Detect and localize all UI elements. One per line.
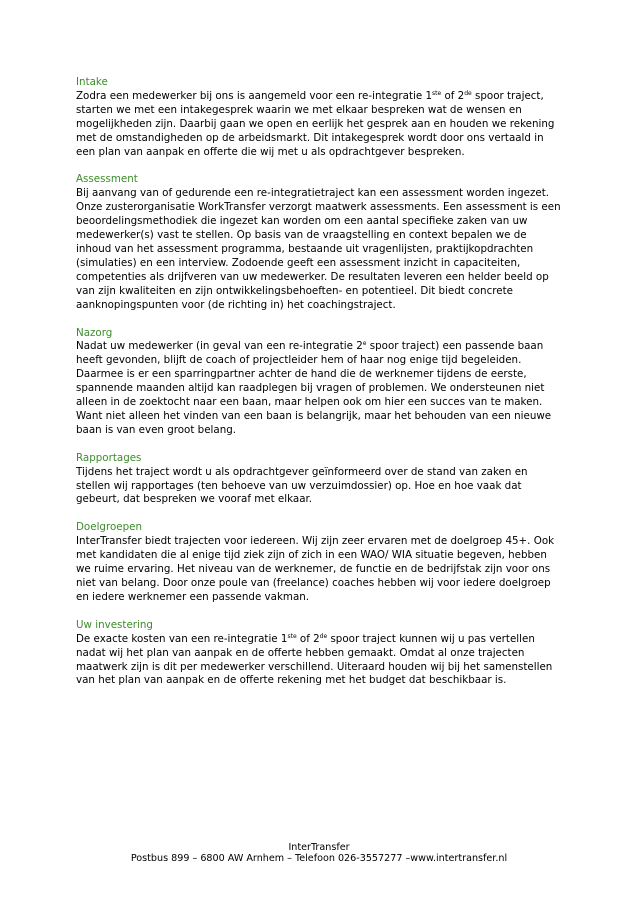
section-paragraph bbox=[76, 466, 562, 508]
section-paragraph bbox=[76, 90, 562, 160]
text-run: De exacte kosten van een re-integratie 1 bbox=[76, 632, 288, 645]
text-run: spoor traject, starten we met een intakegesprek waarin we met elkaar bespreken wat de wensen en mogelijkheden zijn. Daarbij gaan we open en eerlijk het gesprek aan en houden we rekening met de omstandigheden op de arbeidsmarkt. Dit intakegesprek wordt door ons vertaald in een plan van aanpak en offerte die wij met u als opdrachtgever bespreken. bbox=[76, 89, 555, 158]
section-intake bbox=[76, 76, 562, 159]
text-run: spoor traject kunnen wij u pas vertellen nadat wij het plan van aanpak en de offerte hebben gemaakt. Omdat al onze trajecten maatwerk zijn is dit per medewerker verschillend. Uiteraard houden wij bij het samenstellen van het plan van aanpak en de offerte rekening met het budget dat beschikbaar is. bbox=[76, 632, 553, 687]
section-paragraph bbox=[76, 340, 562, 437]
section-uw-investering bbox=[76, 619, 562, 689]
section-heading: Nazorg bbox=[76, 326, 113, 339]
section-heading: Doelgroepen bbox=[76, 521, 142, 534]
section-heading: Uw investering bbox=[76, 618, 153, 631]
section-assessment bbox=[76, 173, 562, 312]
footer-address: Postbus 899 – 6800 AW Arnhem – Telefoon 026-3557277 –www.intertransfer.nl bbox=[130, 853, 508, 864]
section-paragraph bbox=[76, 535, 562, 605]
superscript: de bbox=[464, 89, 472, 97]
text-run: of 2 bbox=[441, 89, 465, 102]
section-nazorg bbox=[76, 327, 562, 438]
document-body bbox=[76, 76, 562, 702]
text-run: Tijdens het traject wordt u als opdrachtgever geïnformeerd over de stand van zaken en stellen wij rapportages (ten behoeve van uw verzuimdossier) op. Hoe en hoe vaak dat gebeurt, dat bespreken we vooraf met elkaar. bbox=[76, 465, 528, 506]
section-heading: Assessment bbox=[76, 173, 138, 186]
section-heading: Rapportages bbox=[76, 451, 142, 464]
text-run: Zodra een medewerker bij ons is aangemeld voor een re-integratie 1 bbox=[76, 89, 433, 102]
section-doelgroepen bbox=[76, 521, 562, 604]
section-paragraph bbox=[76, 633, 562, 689]
superscript: ste bbox=[432, 89, 442, 97]
section-heading: Intake bbox=[76, 76, 108, 88]
text-run: of 2 bbox=[296, 632, 320, 645]
superscript: e bbox=[362, 340, 367, 348]
section-rapportages bbox=[76, 452, 562, 508]
text-run: Bij aanvang van of gedurende een re-integratietraject kan een assessment worden ingezet. Onze zusterorganisatie WorkTransfer verzorgt maatwerk assessments. Een assessment is een beoordelingsmethodiek die ingezet kan worden om een aantal specifieke zaken van uw medewerker(s) vast te stellen. Op basis van de vraagstelling en context bepalen we de inhoud van het assessment programma, bestaande uit vragenlijsten, praktijkopdrachten (simulaties) en een interview. Zodoende geeft een assessment inzicht in capaciteiten, competenties als drijfveren van uw medewerker. De resultaten leveren een helder beeld op van zijn kwaliteiten en zijn ontwikkelingsbehoeften- en potentieel. Dit biedt concrete aanknopingspunten voor (de richting in) het coachingstraject. bbox=[76, 187, 561, 311]
section-paragraph bbox=[76, 187, 562, 312]
text-run: Nadat uw medewerker (in geval van een re-integratie 2 bbox=[76, 340, 363, 353]
text-run: InterTransfer biedt trajecten voor iedereen. Wij zijn zeer ervaren met de doelgroep 45+. Ook met kandidaten die al enige tijd ziek zijn of zich in een WAO/ WIA situatie begeven, hebben we ruime ervaring. Het niveau van de werknemer, de functie en de bedrijfstak zijn voor ons niet van belang. Door onze poule van (freelance) coaches hebben wij voor iedere doelgroep en iedere werknemer een passende vakman. bbox=[76, 535, 555, 603]
superscript: de bbox=[319, 632, 328, 640]
text-run: spoor traject) een passende baan heeft gevonden, blijft de coach of projectleider hem of haar nog enige tijd begeleiden. Daarmee is er een sparringpartner achter de hand die de werknemer tijdens de eerste, spannende maanden altijd kan raadplegen bij vragen of problemen. We ondersteunen niet alleen in de zoektocht naar een baan, maar helpen ook om hier een succes van te maken. Want niet alleen het vinden van een baan is belangrijk, maar het behouden van een nieuwe baan is van even groot belang. bbox=[76, 340, 552, 436]
footer-company: InterTransfer bbox=[288, 842, 350, 853]
superscript: ste bbox=[287, 632, 297, 640]
